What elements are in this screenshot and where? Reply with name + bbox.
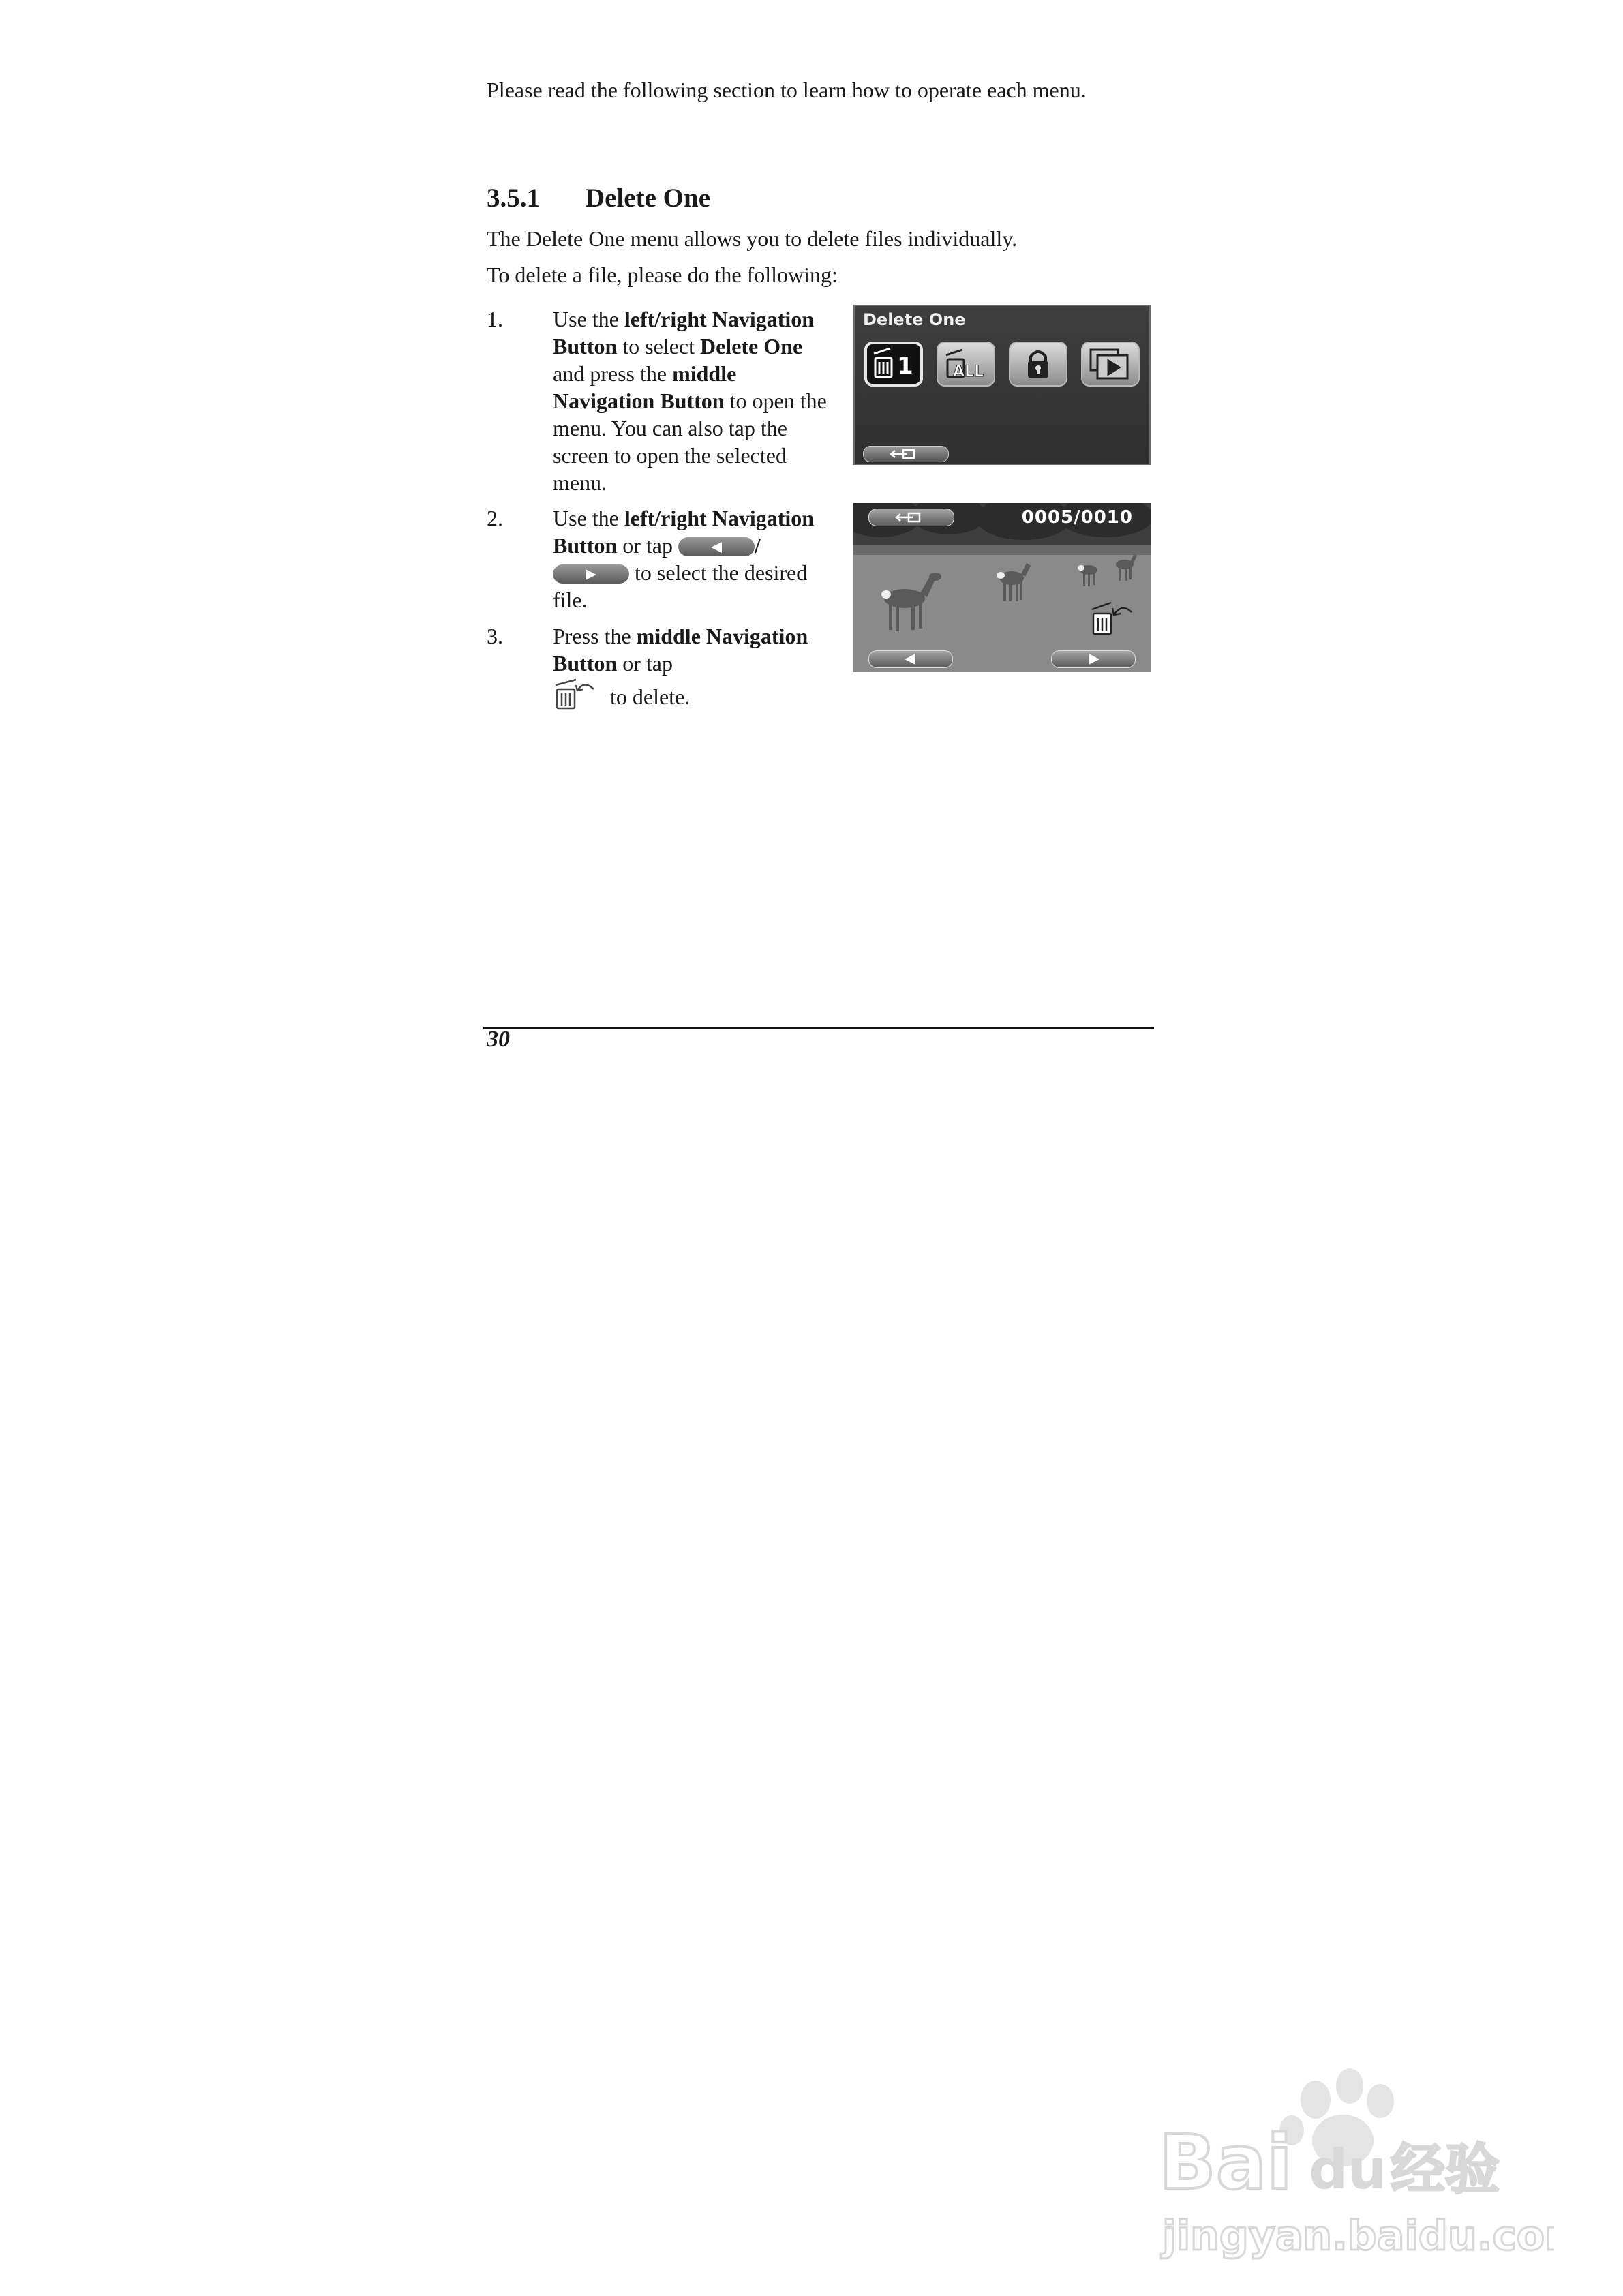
step-1-part: to select [617,334,700,359]
step-3-bold-middle-nav: middle Navigation Button [553,624,808,676]
footer-divider [483,1027,1154,1029]
playback-screenshot [853,503,1151,672]
back-button-icon [863,446,949,462]
svg-text:du: du [1309,2138,1387,2201]
step-1-part: and press the [553,361,673,386]
step-3-number: 3. [487,624,503,648]
next-file-icon [1051,650,1136,668]
intro-paragraph: Please read the following section to learn how to operate each menu. [487,78,1087,102]
step-1-number: 1. [487,307,503,331]
previous-file-icon [868,650,953,668]
delete-one-tile-label: 1 [897,352,913,380]
section-instruction: To delete a file, please do the following: [487,262,838,287]
step-3-part: or tap [617,651,673,676]
protect-lock-icon [1009,342,1067,387]
delete-trash-icon [553,677,598,717]
left-arrow-button-icon [678,537,755,556]
step-2-part: Use the [553,506,624,530]
step-2-text [553,504,832,614]
step-1-bold-delete-one: Delete One [699,334,803,359]
section-heading [487,183,710,213]
step-2-bold-nav: left/right Navigation Button [553,506,815,558]
baidu-jingyan-watermark-logo [1145,2059,1554,2267]
svg-text:经验: 经验 [1391,2138,1500,2201]
menu-title: Delete One [863,310,966,329]
right-arrow-button-icon [553,564,629,584]
back-button-icon [868,509,954,526]
file-counter: 0005/0010 [1021,507,1133,528]
page-number: 30 [487,1027,510,1052]
slideshow-icon [1081,342,1140,387]
delete-one-menu-screenshot [853,305,1151,465]
step-2-slash: / [755,533,761,558]
delete-all-icon [937,342,995,387]
delete-trash-icon [1089,599,1137,641]
delete-one-icon [864,342,923,387]
deer-photo [853,503,1151,672]
step-3-text [553,622,832,717]
section-description: The Delete One menu allows you to delete files individually. [487,226,1018,251]
step-3-part: Press the [553,624,637,648]
svg-text:jingyan.baidu.com: jingyan.baidu.com [1162,2212,1554,2260]
step-2-number: 2. [487,506,503,530]
step-1-text [553,305,832,496]
delete-all-tile-label: ALL [953,363,984,380]
step-1-part: Use the [553,307,624,331]
step-1-bold-nav: left/right Navigation Button [553,307,815,359]
step-3-part: to delete. [605,684,691,709]
section-title: Delete One [586,183,711,213]
step-2-part: or tap [617,533,678,558]
step-2-part: to select the desired file. [553,560,808,612]
step-1-bold-middle-nav: middle Navigation Button [553,361,737,413]
svg-text:Bai: Bai [1159,2119,1292,2206]
step-1-part: to open the menu. You can also tap the screen to open the selected menu. [553,389,827,495]
section-number: 3.5.1 [487,183,540,213]
